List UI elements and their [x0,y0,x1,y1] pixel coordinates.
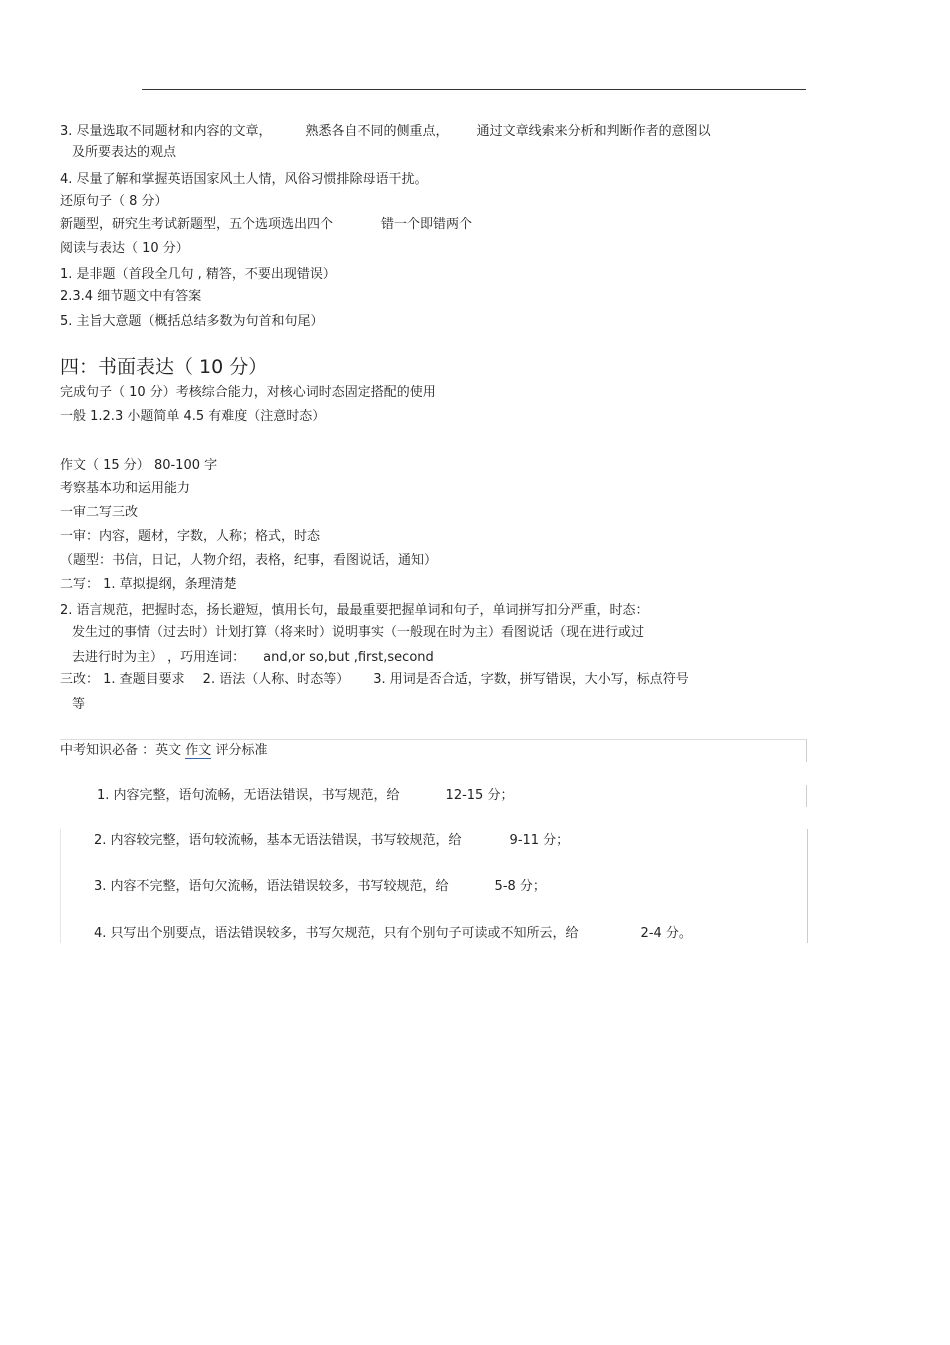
review-write-revise: 一审二写三改 [60,505,139,520]
point-4: 4. 尽量了解和掌握英语国家风土人情，风俗习惯排除母语干扰。 [60,172,428,187]
point-3-part-a: 3. 尽量选取不同题材和内容的文章， [60,124,272,139]
criteria-item-3-score: 5-8 分； [494,879,546,894]
criteria-item-1-score: 12-15 分； [445,788,514,803]
criteria-item-4 [94,926,692,942]
criteria-title-a: 中考知识必备 ：英文 [60,743,182,758]
revise-part-a: 三改： 1. 查题目要求 [60,672,185,687]
point-3-part-b: 熟悉各自不同的侧重点， [305,124,449,139]
reading-item-5: 5. 主旨大意题（概括总结多数为句首和句尾） [60,314,324,329]
revise-part-b: 2. 语法（人称、时态等） [202,672,350,687]
criteria-item-2-text: 2. 内容较完整，语句较流畅，基本无语法错误，书写较规范，给 [94,833,462,848]
criteria-item-1 [97,788,513,804]
section-4-heading: 四：书面表达（ 10 分） [60,356,268,378]
complete-sentences: 完成句子（ 10 分）考核综合能力，对核心词时态固定搭配的使用 [60,385,436,400]
conjunctions-list: and,or so,but ,first,second [263,650,434,665]
step-write: 二写： 1. 草拟提纲，条理清楚 [60,577,237,592]
criteria-title-b: 评分标准 [215,743,268,758]
question-types: （题型：书信，日记，人物介绍，表格，纪事，看图说话，通知） [60,553,438,568]
conjunctions-label: 去进行时为主） ，巧用连词： [72,650,246,665]
new-question-type [60,217,472,233]
criteria-item-4-score: 2-4 分。 [640,926,692,941]
step-review: 一审：内容，题材，字数，人称；格式，时态 [60,529,321,544]
criteria-item-3 [94,879,546,895]
point-3-part-c: 通过文章线索来分析和判断作者的意图以 [476,124,711,139]
basic-skills: 考察基本功和运用能力 [60,481,191,496]
criteria-item-2-score: 9-11 分； [509,833,570,848]
restore-sentences: 还原句子（ 8 分） [60,194,168,209]
reading-expression: 阅读与表达（ 10 分） [60,241,189,256]
difficulty-note: 一般 1.2.3 小题简单 4.5 有难度（注意时态） [60,409,326,424]
criteria-item-4-text: 4. 只写出个别要点，语法错误较多，书写欠规范，只有个别句子可读或不知所云，给 [94,926,579,941]
revise-part-c: 3. 用词是否合适，字数，拼写错误，大小写，标点符号 [373,672,689,687]
criteria-title [60,743,267,759]
criteria-item-1-text: 1. 内容完整，语句流畅，无语法错误，书写规范，给 [97,788,400,803]
reading-item-1: 1. 是非题（首段全几句 , 精答，不要出现错误） [60,267,336,282]
conjunctions [72,650,434,666]
criteria-item-3-text: 3. 内容不完整，语句欠流畅，语法错误较多，书写较规范，给 [94,879,449,894]
tense-usage: 发生过的事情（过去时）计划打算（将来时）说明事实（一般现在时为主）看图说话（现在进行或过 [72,625,645,640]
step-revise [60,672,689,688]
composition: 作文（ 15 分） 80-100 字 [60,458,218,473]
step-revise-cont: 等 [72,697,86,712]
composition-link[interactable]: 作文 [185,743,212,758]
header-rule [142,89,806,90]
point-3 [60,124,711,140]
language-norms: 2. 语言规范，把握时态，扬长避短，慎用长句，最最重要把握单词和句子，单词拼写扣分严重，时态： [60,603,649,618]
point-3-cont: 及所要表达的观点 [72,145,177,160]
new-type-part-b: 错一个即错两个 [381,217,473,232]
reading-item-234: 2.3.4 细节题文中有答案 [60,289,202,304]
criteria-item-2 [94,833,569,849]
new-type-part-a: 新题型，研究生考试新题型，五个选项选出四个 [60,217,334,232]
